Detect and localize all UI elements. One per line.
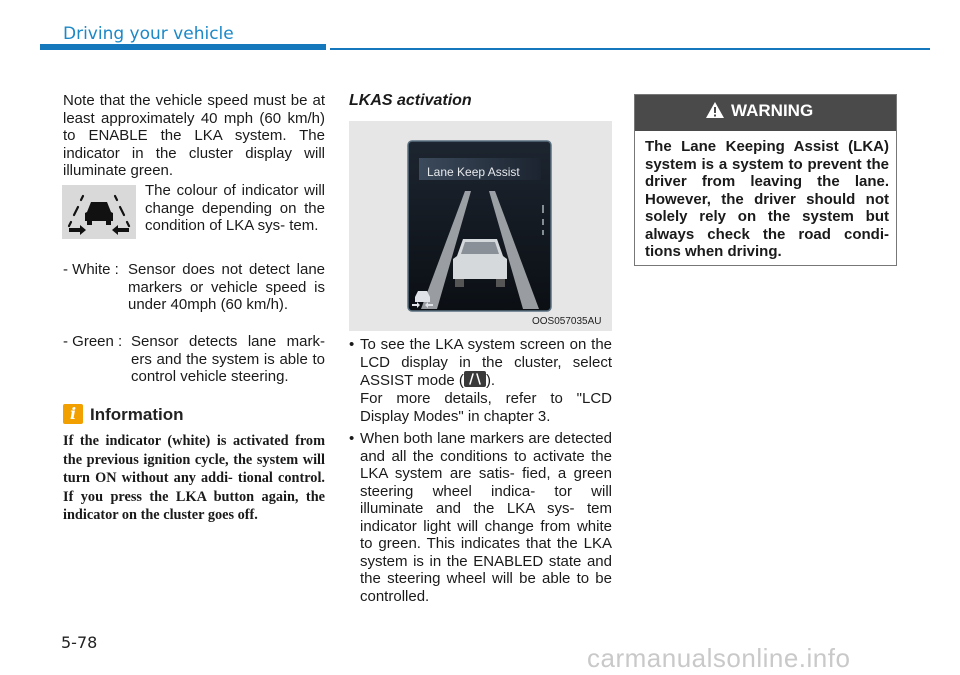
lka-indicator-icon — [62, 185, 136, 239]
cluster-display-figure — [349, 121, 612, 331]
information-body: If the indicator (white) is activated from the previous ignition cycle, the system will turn ON without any addi- tional control. If you press the LKA button again, the indicator on the cluster goes off. — [63, 433, 325, 523]
bullet-dot: • — [349, 430, 355, 447]
green-key: - Green : — [63, 333, 123, 350]
bullet-text — [360, 336, 612, 390]
bullet-item-assist-mode — [349, 336, 612, 396]
bullet-dot: • — [349, 336, 355, 353]
white-value: Sensor does not detect lane markers or vehicle speed is under 40mph (60 km/h). — [128, 261, 325, 313]
bullet1-more-text: For more details, refer to "LCD Display Modes" in chapter 3. — [360, 390, 612, 425]
warning-title: WARNING — [731, 101, 814, 120]
header-rule-thin — [330, 48, 930, 50]
white-definition — [63, 261, 325, 331]
intro-paragraph: Note that the vehicle speed must be at least approximately 40 mph (60 km/h) to ENABLE the LKA system. The indicator in the cluster display will illuminate green. — [63, 92, 325, 179]
assist-mode-icon — [464, 371, 486, 387]
info-icon: i — [63, 404, 83, 424]
figure-screen-title: Lane Keep Assist — [427, 165, 520, 179]
watermark: carmanualsonline.info — [587, 643, 851, 673]
white-key: - White : — [63, 261, 119, 278]
page-number: 5-78 — [61, 633, 98, 652]
green-definition — [63, 333, 325, 388]
green-value: Sensor detects lane mark- ers and the system is able to control vehicle steering. — [131, 333, 325, 385]
bullet1-more — [349, 390, 612, 428]
colour-note: The colour of indicator will change depending on the condition of LKA sys- tem. — [145, 182, 325, 234]
lkas-activation-title: LKAS activation — [349, 92, 472, 109]
section-title: Driving your vehicle — [63, 24, 234, 44]
figure-caption: OOS057035AU — [532, 316, 602, 327]
bullet1-text-post: ). — [485, 372, 496, 389]
information-label: Information — [90, 405, 184, 424]
warning-body: The Lane Keeping Assist (LKA) system is a system to prevent the driver from leaving the lane. However, the driver should not solely rely on the system but always check the road condi- tions when driving. — [645, 138, 889, 260]
header-rule-thick — [40, 44, 326, 50]
bullet-item-enabled-state — [349, 430, 612, 605]
bullet1-text-pre: To see the LKA system screen on the LCD display in the cluster, select ASSIST mode ( — [360, 336, 612, 389]
bullet2-text: When both lane markers are detected and all the conditions to activate the LKA system are satis- fied, a green steering wheel indica- tor will illuminate and the LKA sys- tem indicator light will change from white to green. This indicates that the LKA system is in the ENABLED state and the steering wheel will be able to be controlled. — [360, 430, 612, 605]
warning-triangle-icon — [705, 101, 725, 119]
